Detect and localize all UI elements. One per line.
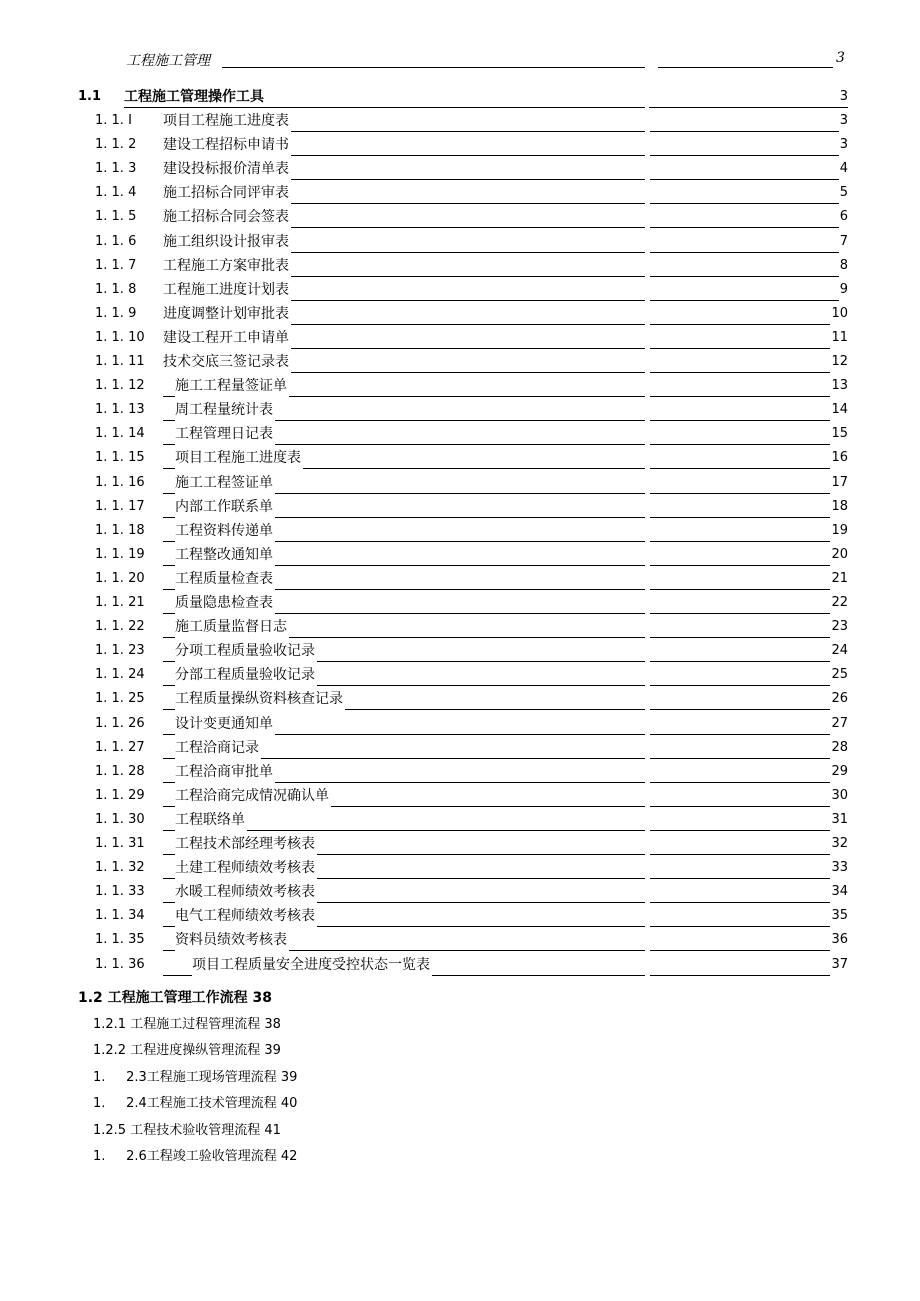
page-number: 3: [839, 89, 848, 104]
toc-flow-item[interactable]: 1.2.1 工程施工过程管理流程 38: [93, 1017, 281, 1032]
item-title: 周工程量统计表: [175, 399, 275, 421]
item-title: 资料员绩效考核表: [175, 929, 289, 951]
page-number: 10: [830, 303, 848, 325]
leader-line: [650, 685, 848, 686]
page-number: 3: [839, 134, 848, 156]
page-number: 22: [830, 592, 848, 614]
toc-item[interactable]: [95, 929, 848, 951]
toc-item[interactable]: [95, 375, 848, 397]
page-number: 25: [830, 664, 848, 686]
toc-flow-item[interactable]: 1.2.5 工程技术验收管理流程 41: [93, 1122, 281, 1138]
toc-item[interactable]: [95, 279, 848, 301]
toc-item[interactable]: [95, 905, 848, 927]
page-number: 9: [839, 279, 848, 301]
leader-line: [650, 348, 848, 349]
item-title: 建设投标报价清单表: [163, 158, 291, 180]
toc-item[interactable]: [95, 255, 848, 277]
page-number: 15: [830, 423, 848, 445]
page-number: 19: [830, 520, 848, 542]
leader-line: [124, 107, 645, 108]
item-number: 1. 1. 14: [95, 426, 145, 442]
leader-line: [650, 179, 848, 180]
page-number: 35: [830, 905, 848, 927]
leader-line: [650, 372, 848, 373]
item-number: 1. 1. 15: [95, 450, 145, 466]
leader-line: [650, 396, 848, 397]
toc-item[interactable]: [95, 616, 848, 638]
item-number: 1. 1. 5: [95, 209, 137, 225]
item-number: 1. 1. 8: [95, 281, 137, 297]
item-title: 工程技术部经理考核表: [175, 833, 317, 855]
page-number: 18: [830, 496, 848, 518]
item-number: 1. 1. 26: [95, 715, 145, 731]
item-number: 1. 1. 32: [95, 860, 145, 876]
toc-item[interactable]: [95, 110, 848, 132]
leader-line: [650, 975, 848, 976]
section-number: 1.1: [78, 89, 102, 104]
item-title: 施工招标合同评审表: [163, 182, 291, 204]
item-title: 电气工程师绩效考核表: [175, 905, 317, 927]
leader-line: [650, 300, 848, 301]
toc-item[interactable]: [95, 134, 848, 156]
item-title: 进度调整计划审批表: [163, 303, 291, 325]
toc-item[interactable]: [95, 447, 848, 469]
item-number: 1. 1. 31: [95, 836, 145, 851]
leader-line: [650, 493, 848, 494]
toc-item[interactable]: [95, 327, 848, 349]
page-number: 8: [839, 255, 848, 277]
item-title: 质量隐患检查表: [175, 592, 275, 614]
toc-flow-item[interactable]: 1. 2.3工程施工现场管理流程 39: [93, 1069, 298, 1085]
item-number: 1. 1. 11: [95, 354, 145, 369]
leader-line: [650, 324, 848, 325]
leader-line: [650, 709, 848, 710]
item-number: 1. 1. 36: [95, 956, 145, 972]
page-number: 36: [830, 929, 848, 951]
leader-line: [650, 830, 848, 831]
item-number: 1. 1. 13: [95, 402, 145, 418]
page-number: 13: [830, 375, 848, 397]
toc-section-1-1[interactable]: [78, 86, 848, 108]
item-number: 1. 1. 34: [95, 908, 145, 924]
page-number: 37: [830, 954, 848, 976]
section-title: 工程施工管理操作工具: [124, 86, 266, 108]
toc-item[interactable]: [95, 688, 848, 710]
item-number: 1. 1. 20: [95, 570, 145, 586]
toc-item[interactable]: [95, 713, 848, 735]
item-title: 建设工程开工申请单: [163, 327, 291, 349]
toc-item[interactable]: [95, 761, 848, 783]
leader-line: [650, 541, 848, 542]
item-number: 1. 1. 35: [95, 932, 145, 948]
item-number: 1. 1. 12: [95, 378, 145, 394]
item-number: 1. 1. 3: [95, 161, 137, 177]
item-number: 1. 1. 29: [95, 787, 145, 803]
toc-item[interactable]: [95, 520, 848, 542]
toc-item[interactable]: [95, 303, 848, 325]
leader-line: [650, 878, 848, 879]
toc-item[interactable]: [95, 857, 848, 879]
item-number: 1. 1. 27: [95, 739, 145, 755]
item-title: 工程资料传递单: [175, 520, 275, 542]
item-title: 项目工程施工进度表: [175, 447, 303, 469]
leader-line: [650, 276, 848, 277]
item-title: 工程施工方案审批表: [163, 255, 291, 277]
item-title: 分部工程质量验收记录: [175, 664, 317, 686]
toc-flow-item[interactable]: 1.2.2 工程进度操纵管理流程 39: [93, 1043, 281, 1059]
toc-item[interactable]: [95, 182, 848, 204]
item-title: 项目工程质量安全进度受控状态一览表: [192, 954, 432, 976]
leader-line: [649, 107, 848, 108]
header-page-number: 3: [836, 50, 845, 66]
leader-line: [650, 252, 848, 253]
item-number: 1. 1. 10: [95, 329, 145, 345]
page-number: 17: [830, 472, 848, 494]
leader-line: [650, 468, 848, 469]
page-number: 20: [830, 544, 848, 566]
leader-line: [650, 734, 848, 735]
item-number: 1. 1. 16: [95, 474, 145, 490]
item-number: 1. 1. 9: [95, 305, 137, 321]
page-number: 29: [830, 761, 848, 783]
item-number: 1. 1. 21: [95, 595, 145, 610]
item-number: 1. 1. 4: [95, 185, 137, 201]
item-title: 内部工作联系单: [175, 496, 275, 518]
item-title: 工程质量操纵资料核查记录: [175, 688, 345, 710]
toc-item[interactable]: [95, 881, 848, 903]
header-leader-right: [658, 67, 833, 68]
item-title: 工程整改通知单: [175, 544, 275, 566]
page-number: 26: [830, 688, 848, 710]
leader-line: [650, 902, 848, 903]
page-number: 34: [830, 881, 848, 903]
leader-line: [650, 517, 848, 518]
page-number: 31: [830, 809, 848, 831]
toc-item[interactable]: [95, 496, 848, 518]
leader-line: [650, 420, 848, 421]
page-number: 3: [839, 110, 848, 132]
leader-line: [650, 444, 848, 445]
toc-item[interactable]: [95, 158, 848, 180]
page-number: 4: [839, 158, 848, 180]
item-title: 施工组织设计报审表: [163, 231, 291, 253]
page-number: 5: [839, 182, 848, 204]
item-title: 工程管理日记表: [175, 423, 275, 445]
leader-line: [650, 637, 848, 638]
page-number: 28: [830, 737, 848, 759]
page-number: 6: [839, 206, 848, 228]
leader-line: [650, 227, 848, 228]
page-number: 11: [830, 327, 848, 349]
toc-item[interactable]: [95, 785, 848, 807]
toc-item[interactable]: [95, 231, 848, 253]
toc-item[interactable]: [95, 423, 848, 445]
item-number: 1. 1. 17: [95, 498, 145, 514]
leader-line: [650, 854, 848, 855]
page-number: 23: [830, 616, 848, 638]
toc-item[interactable]: [95, 206, 848, 228]
leader-line: [650, 806, 848, 807]
toc-item[interactable]: [95, 954, 848, 976]
item-title: 施工工程签证单: [175, 472, 275, 494]
leader-line: [650, 661, 848, 662]
toc-item[interactable]: [95, 568, 848, 590]
leader-line: [650, 950, 848, 951]
toc-item[interactable]: [95, 737, 848, 759]
page-number: 21: [830, 568, 848, 590]
toc-item[interactable]: [95, 592, 848, 614]
leader-line: [650, 565, 848, 566]
item-number: 1. 1. 28: [95, 763, 145, 779]
item-title: 设计变更通知单: [175, 713, 275, 735]
toc-item[interactable]: [95, 664, 848, 686]
page-number: 33: [830, 857, 848, 879]
item-number: 1. 1. 22: [95, 619, 145, 635]
item-title: 施工工程量签证单: [175, 375, 289, 397]
item-number: 1. 1. 30: [95, 811, 145, 827]
item-title: 工程洽商完成情况确认单: [175, 785, 331, 807]
item-title: 工程联络单: [175, 809, 247, 831]
leader-line: [650, 613, 848, 614]
item-title: 工程施工进度计划表: [163, 279, 291, 301]
item-title: 工程洽商审批单: [175, 761, 275, 783]
item-title: 分项工程质量验收记录: [175, 640, 317, 662]
page-number: 16: [830, 447, 848, 469]
item-title: 工程质量检查表: [175, 568, 275, 590]
item-number: 1. 1. 6: [95, 233, 137, 249]
item-title: 施工招标合同会签表: [163, 206, 291, 228]
item-number: 1. 1. 25: [95, 691, 145, 707]
toc-item[interactable]: [95, 399, 848, 421]
item-number: 1. 1. 2: [95, 137, 137, 153]
item-number: 1. 1. 23: [95, 643, 145, 659]
leader-line: [650, 926, 848, 927]
item-number: 1. 1. I: [95, 113, 132, 128]
toc-flow-item[interactable]: 1. 2.4工程施工技术管理流程 40: [93, 1096, 298, 1112]
toc-item[interactable]: [95, 351, 848, 373]
item-number: 1. 1. 7: [95, 257, 137, 273]
toc-item[interactable]: [95, 809, 848, 831]
item-title: 施工质量监督日志: [175, 616, 289, 638]
toc-item[interactable]: [95, 544, 848, 566]
item-number: 1. 1. 33: [95, 884, 145, 900]
page-number: 14: [830, 399, 848, 421]
page-number: 7: [839, 231, 848, 253]
toc-item[interactable]: [95, 640, 848, 662]
page-number: 12: [830, 351, 848, 373]
toc-item[interactable]: [95, 472, 848, 494]
leader-line: [650, 203, 848, 204]
item-number: 1. 1. 24: [95, 667, 145, 683]
page-number: 27: [830, 713, 848, 735]
header-title: 工程施工管理: [126, 53, 210, 69]
toc-section-1-2[interactable]: 1.2 工程施工管理工作流程 38: [78, 990, 273, 1006]
leader-line: [650, 131, 848, 132]
leader-line: [650, 758, 848, 759]
item-title: 建设工程招标申请书: [163, 134, 291, 156]
page-number: 32: [830, 833, 848, 855]
toc-item[interactable]: [95, 833, 848, 855]
toc-flow-item[interactable]: 1. 2.6工程竣工验收管理流程 42: [93, 1149, 298, 1164]
item-number: 1. 1. 18: [95, 522, 145, 538]
item-title: 土建工程师绩效考核表: [175, 857, 317, 879]
leader-line: [650, 589, 848, 590]
header-leader-left: [222, 67, 645, 68]
item-title: 水暖工程师绩效考核表: [175, 881, 317, 903]
page-number: 30: [830, 785, 848, 807]
leader-line: [650, 155, 848, 156]
item-title: 工程洽商记录: [175, 737, 261, 759]
item-title: 项目工程施工进度表: [163, 110, 291, 132]
page-number: 24: [830, 640, 848, 662]
item-number: 1. 1. 19: [95, 546, 145, 562]
item-title: 技术交底三签记录表: [163, 351, 291, 373]
leader-line: [650, 782, 848, 783]
